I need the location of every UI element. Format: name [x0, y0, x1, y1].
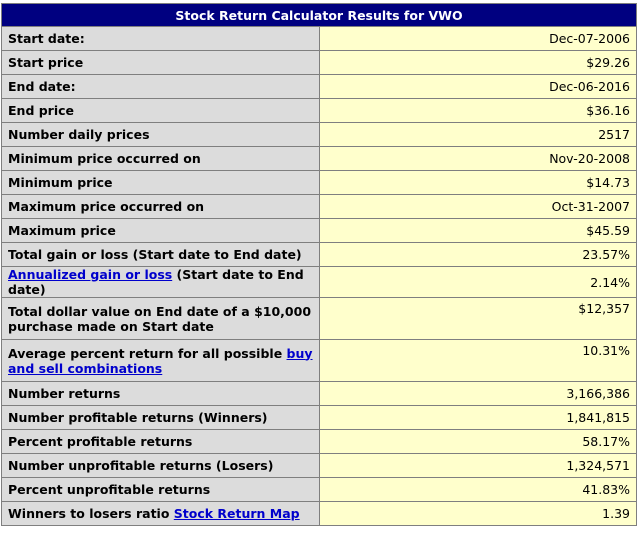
row-label-total-dollar-value: Total dollar value on End date of a $10,000 purchase made on Start date: [2, 298, 320, 340]
row-value-min-price: $14.73: [319, 171, 637, 195]
row-label-total-gain-loss: Total gain or loss (Start date to End date): [2, 243, 320, 267]
stock-return-map-link[interactable]: Stock Return Map: [173, 506, 300, 521]
table-row: [2, 27, 637, 51]
table-row: [2, 219, 637, 243]
table-row: [2, 75, 637, 99]
table-row: [2, 298, 637, 340]
average-label-prefix: Average percent return for all possible: [8, 345, 287, 361]
row-label-min-price: Minimum price: [2, 171, 320, 195]
row-label-number-profitable: Number profitable returns (Winners): [2, 406, 320, 430]
table-row: [2, 171, 637, 195]
row-value-average-percent-return: 10.31%: [319, 340, 637, 382]
row-value-end-date: Dec-06-2016: [319, 75, 637, 99]
row-value-total-gain-loss: 23.57%: [319, 243, 637, 267]
row-label-min-price-date: Minimum price occurred on: [2, 147, 320, 171]
row-label-max-price: Maximum price: [2, 219, 320, 243]
table-row: [2, 478, 637, 502]
row-value-min-price-date: Nov-20-2008: [319, 147, 637, 171]
row-label-average-percent-return: [2, 340, 320, 382]
table-row: [2, 123, 637, 147]
table-row: [2, 454, 637, 478]
table-row: [2, 502, 637, 526]
row-value-number-unprofitable: 1,324,571: [319, 454, 637, 478]
row-label-winners-losers-ratio: [2, 502, 320, 526]
row-value-annualized-gain-loss: 2.14%: [319, 267, 637, 298]
results-title: Stock Return Calculator Results for VWO: [2, 4, 637, 27]
table-row: [2, 195, 637, 219]
row-label-start-date: Start date:: [2, 27, 320, 51]
table-row: [2, 382, 637, 406]
row-label-end-price: End price: [2, 99, 320, 123]
table-row: [2, 243, 637, 267]
annualized-label-suffix: (Start date to End date): [8, 267, 304, 297]
row-label-annualized-gain-loss: [2, 267, 320, 298]
annualized-gain-loss-link[interactable]: Annualized gain or loss: [8, 267, 173, 282]
row-value-end-price: $36.16: [319, 99, 637, 123]
row-value-number-profitable: 1,841,815: [319, 406, 637, 430]
row-value-percent-unprofitable: 41.83%: [319, 478, 637, 502]
buy-and-sell-combinations-link[interactable]: buy and sell combinations: [8, 345, 313, 376]
row-value-winners-losers-ratio: 1.39: [319, 502, 637, 526]
row-value-number-daily-prices: 2517: [319, 123, 637, 147]
row-label-end-date: End date:: [2, 75, 320, 99]
row-value-total-dollar-value: $12,357: [319, 298, 637, 340]
row-value-percent-profitable: 58.17%: [319, 430, 637, 454]
row-label-percent-profitable: Percent profitable returns: [2, 430, 320, 454]
table-row: [2, 147, 637, 171]
row-value-max-price-date: Oct-31-2007: [319, 195, 637, 219]
row-value-number-returns: 3,166,386: [319, 382, 637, 406]
results-table: [1, 3, 637, 526]
table-row: [2, 51, 637, 75]
row-value-start-price: $29.26: [319, 51, 637, 75]
table-row: [2, 267, 637, 298]
table-row: [2, 430, 637, 454]
table-row: [2, 406, 637, 430]
table-row: [2, 340, 637, 382]
row-label-max-price-date: Maximum price occurred on: [2, 195, 320, 219]
row-label-number-unprofitable: Number unprofitable returns (Losers): [2, 454, 320, 478]
row-label-start-price: Start price: [2, 51, 320, 75]
row-value-start-date: Dec-07-2006: [319, 27, 637, 51]
title-row: [2, 4, 637, 27]
row-label-percent-unprofitable: Percent unprofitable returns: [2, 478, 320, 502]
row-label-number-returns: Number returns: [2, 382, 320, 406]
row-value-max-price: $45.59: [319, 219, 637, 243]
table-row: [2, 99, 637, 123]
row-label-number-daily-prices: Number daily prices: [2, 123, 320, 147]
ratio-label-prefix: Winners to losers ratio: [8, 506, 174, 521]
